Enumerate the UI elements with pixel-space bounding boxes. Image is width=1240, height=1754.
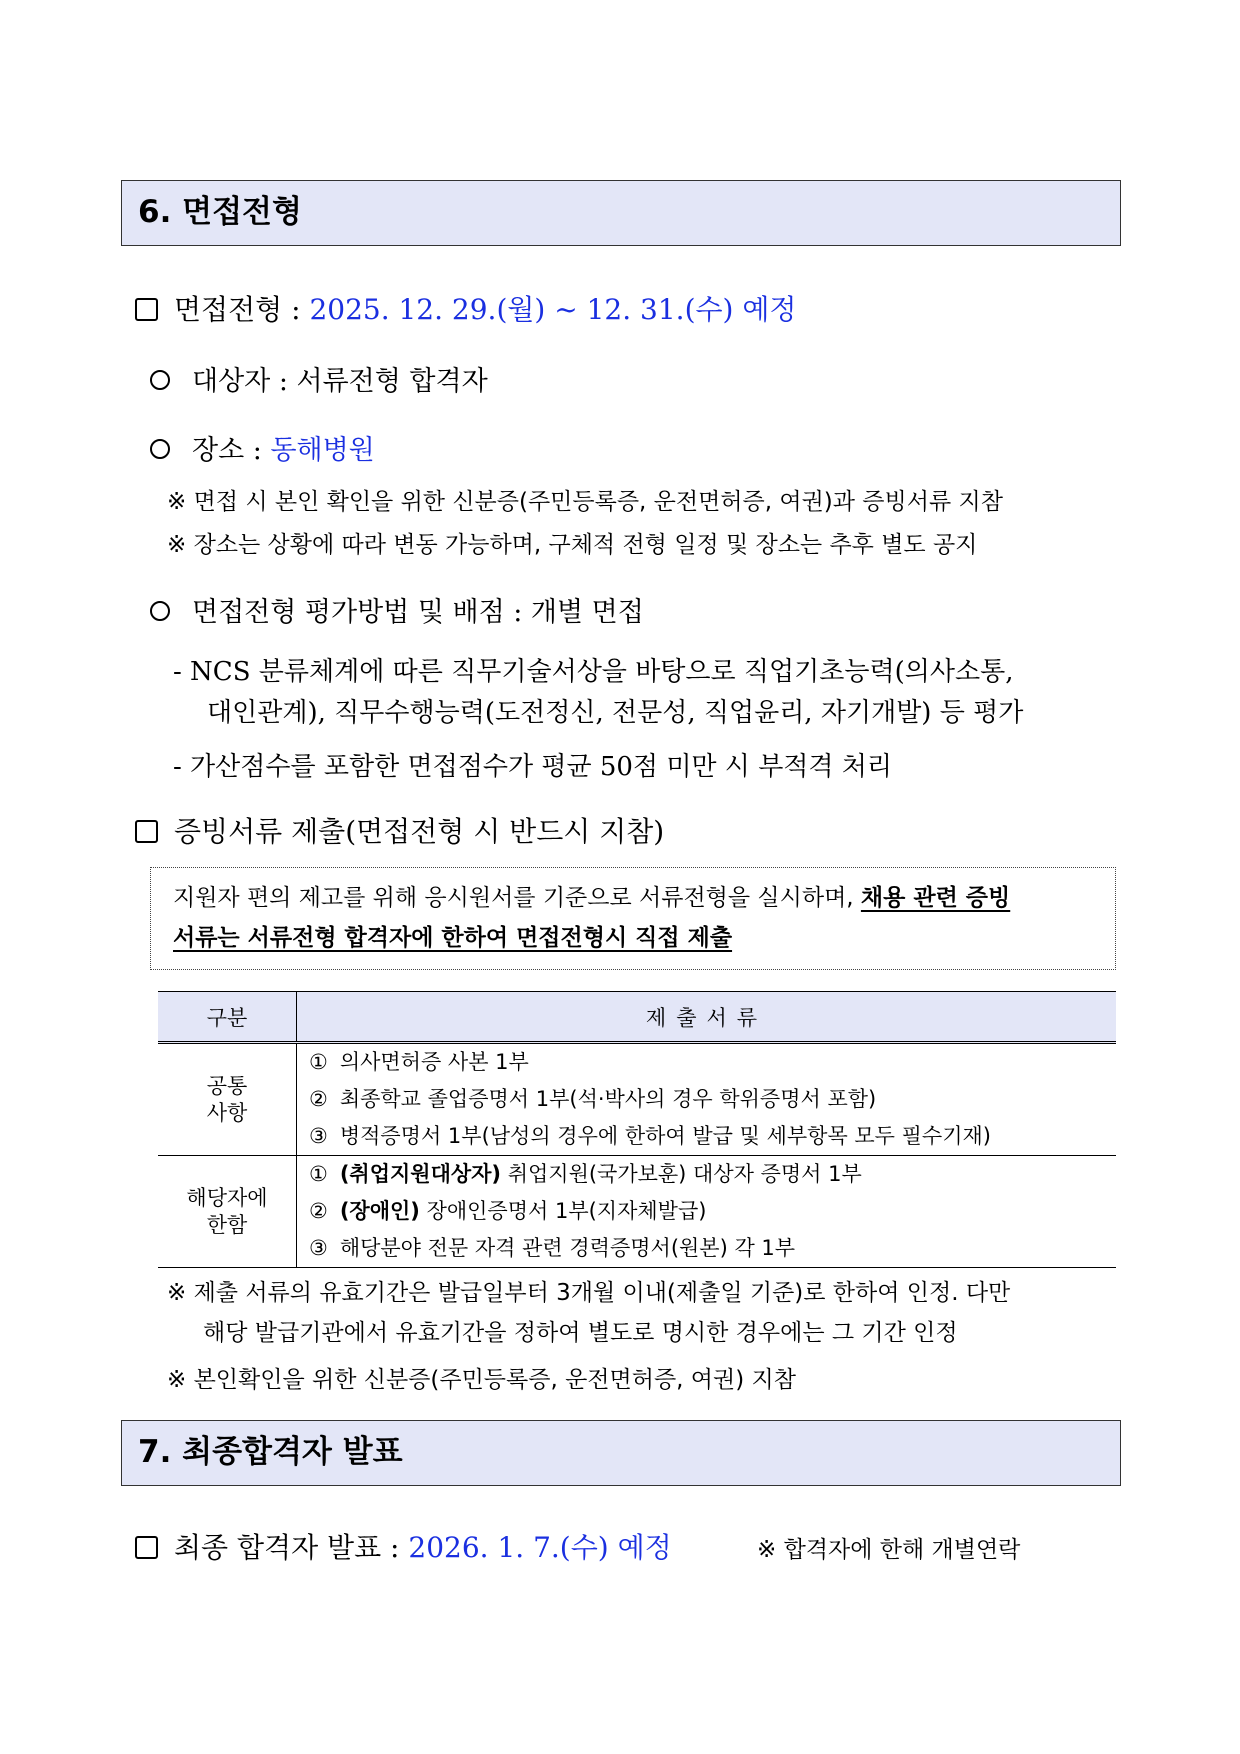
item-number: ② <box>309 1087 328 1111</box>
item-text: 최종학교 졸업증명서 1부(석·박사의 경우 학위증명서 포함) <box>339 1087 877 1111</box>
place-value: 동해병원 <box>270 435 375 466</box>
category-common-line1: 공통 <box>206 1073 248 1098</box>
method-label: 면접전형 평가방법 및 배점 : 개별 면접 <box>192 597 644 628</box>
schedule-label: 면접전형 : <box>174 293 301 326</box>
circle-bullet-icon <box>150 370 170 390</box>
target-line <box>150 359 488 398</box>
square-bullet-icon <box>135 1536 158 1559</box>
item-text: 장애인증명서 1부(지자체발급) <box>419 1199 707 1223</box>
announce-label: 최종 합격자 발표 : <box>174 1531 400 1564</box>
category-common-line2: 사항 <box>206 1100 248 1125</box>
place-label: 장소 : <box>192 435 262 466</box>
table-row <box>158 1156 1116 1268</box>
place-line <box>150 428 375 467</box>
table-header-documents: 제출서류 <box>297 992 1117 1043</box>
docs-info-box <box>150 867 1116 970</box>
method-line <box>150 590 644 629</box>
category-specific-line1: 해당자에 <box>186 1185 268 1210</box>
table-header-category: 구분 <box>158 992 297 1043</box>
list-item <box>309 1156 1116 1193</box>
note-id2: ※ 본인확인을 위한 신분증(주민등록증, 운전면허증, 여권) 지참 <box>167 1367 796 1393</box>
note-valid-1: ※ 제출 서류의 유효기간은 발급일부터 3개월 이내(제출일 기준)로 한하여 인정. 다만 <box>167 1280 1011 1306</box>
item-text: 병적증명서 1부(남성의 경우에 한하여 발급 및 세부항목 모두 필수기재) <box>339 1124 991 1148</box>
category-common <box>158 1043 297 1156</box>
square-bullet-icon <box>135 820 158 843</box>
common-items <box>297 1043 1117 1156</box>
item-text: 해당분야 전문 자격 관련 경력증명서(원본) 각 1부 <box>339 1236 796 1260</box>
note-valid-2: 해당 발급기관에서 유효기간을 정하여 별도로 명시한 경우에는 그 기간 인정 <box>203 1320 958 1346</box>
category-specific <box>158 1156 297 1268</box>
method-desc-1: - NCS 분류체계에 따른 직무기술서상을 바탕으로 직업기초능력(의사소통, <box>173 657 1014 687</box>
announce-note: ※ 합격자에 한해 개별연락 <box>757 1537 1021 1563</box>
documents-table <box>158 991 1116 1268</box>
item-bold: (취업지원대상자) <box>339 1162 502 1186</box>
category-specific-line2: 한함 <box>206 1212 248 1237</box>
list-item <box>309 1044 1116 1081</box>
item-text: 의사면허증 사본 1부 <box>339 1050 529 1074</box>
box-text-bold-1: 채용 관련 증빙 <box>860 885 1011 911</box>
section-7-header: 7. 최종합격자 발표 <box>121 1420 1121 1486</box>
schedule-value: 2025. 12. 29.(월) ~ 12. 31.(수) 예정 <box>309 293 797 326</box>
section-6-header: 6. 면접전형 <box>121 180 1121 246</box>
box-text-plain: 지원자 편의 제고를 위해 응시원서를 기준으로 서류전형을 실시하며, <box>173 885 861 911</box>
item-bold: (장애인) <box>339 1199 420 1223</box>
item-number: ③ <box>309 1236 328 1260</box>
table-row <box>158 1043 1116 1156</box>
specific-items <box>297 1156 1117 1268</box>
item-number: ② <box>309 1199 328 1223</box>
note-change: ※ 장소는 상황에 따라 변동 가능하며, 구체적 전형 일정 및 장소는 추후 별도 공지 <box>167 532 978 558</box>
item-number: ① <box>309 1050 328 1074</box>
target-label: 대상자 : 서류전형 합격자 <box>192 366 488 397</box>
list-item <box>309 1081 1116 1118</box>
method-desc-2: - 가산점수를 포함한 면접점수가 평균 50점 미만 시 부적격 처리 <box>173 752 893 782</box>
circle-bullet-icon <box>150 601 170 621</box>
table-header-row <box>158 992 1116 1043</box>
method-desc-1b: 대인관계), 직무수행능력(도전정신, 전문성, 직업윤리, 자기개발) 등 평가 <box>207 698 1024 728</box>
circle-bullet-icon <box>150 439 170 459</box>
docs-title-line <box>135 810 664 850</box>
item-number: ① <box>309 1162 328 1186</box>
announce-line <box>135 1526 672 1566</box>
interview-schedule <box>135 288 796 328</box>
docs-title: 증빙서류 제출(면접전형 시 반드시 지참) <box>174 815 665 848</box>
square-bullet-icon <box>135 298 158 321</box>
box-text-bold-2: 서류는 서류전형 합격자에 한하여 면접전형시 직접 제출 <box>173 925 733 951</box>
list-item <box>309 1193 1116 1230</box>
list-item <box>309 1118 1116 1155</box>
item-text: 취업지원(국가보훈) 대상자 증명서 1부 <box>501 1162 862 1186</box>
list-item <box>309 1230 1116 1267</box>
announce-value: 2026. 1. 7.(수) 예정 <box>408 1531 672 1564</box>
note-id: ※ 면접 시 본인 확인을 위한 신분증(주민등록증, 운전면허증, 여권)과 증빙서류 지참 <box>167 489 1003 515</box>
item-number: ③ <box>309 1124 328 1148</box>
